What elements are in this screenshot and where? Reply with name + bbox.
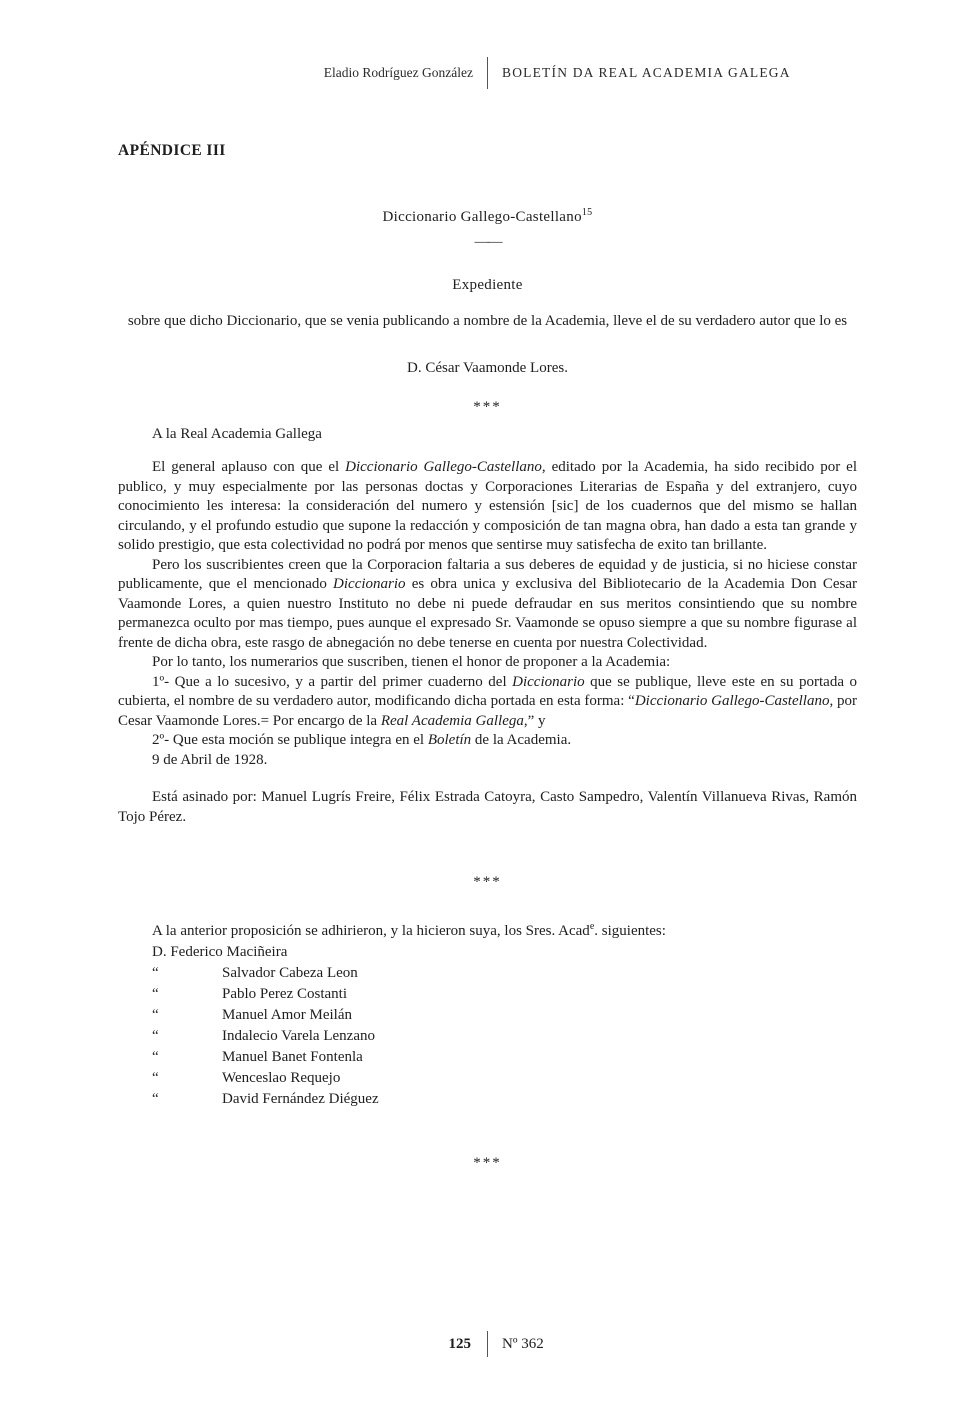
text-segment: es obra unica y exclusiva del Bibliotecario de la Academia Don Cesar Vaamonde Lores, a quien nuestro Instituto no debe ni puede defraudar en sus meritos consintiendo que su nombre permanezca oculto por mas tiempo, pues aunque el expresado Sr. Vaamonde se opuso siempre a que su nombre figurase al frente de dicha obra, este rasgo de abnegación no debe tenerse en cuenta por nuestra Colectividad. <box>118 576 857 651</box>
ditto-mark: “ <box>152 1070 159 1086</box>
ditto-mark: “ <box>152 1049 159 1065</box>
italic-segment: Diccionario <box>512 673 585 690</box>
italic-segment: Real Academia Gallega <box>380 712 524 729</box>
text-segment: A la anterior proposición se adhirieron, y la hicieron suya, los Sres. Acad <box>152 923 590 939</box>
text-segment: de la Academia. <box>471 732 572 748</box>
footer-issue-number: Nº 362 <box>502 1335 544 1352</box>
paragraph-signatories: Está asinado por: Manuel Lugrís Freire, Félix Estrada Catoyra, Casto Sampedro, Valentín Villanueva Rivas, Ramón Tojo Pérez. <box>118 789 857 825</box>
paragraph-point-2 <box>118 731 857 751</box>
page-footer <box>0 1329 975 1359</box>
text-segment: , por Cesar Vaamonde Lores.= Por encargo de la <box>118 693 857 729</box>
paragraph-suscribientes <box>118 556 857 654</box>
document-subtitle: sobre que dicho Diccionario, que se venia publicando a nombre de la Academia, lleve el de su verdadero autor que lo es <box>127 313 848 329</box>
ditto-mark: “ <box>152 1091 159 1107</box>
document-title-text: Diccionario Gallego-Castellano <box>382 209 582 225</box>
ditto-mark: “ <box>152 986 159 1002</box>
list-item <box>118 1005 857 1026</box>
text-segment: que se publique, lleve este en su portada o cubierta, el nombre de su verdadero autor, modificando dicha portada en esta forma: “ <box>118 673 857 709</box>
date-line: 9 de Abril de 1928. <box>152 751 268 768</box>
adherent-name: Indalecio Varela Lenzano <box>222 1028 375 1044</box>
superscript-segment: e <box>589 921 595 932</box>
running-head <box>0 56 975 90</box>
list-item <box>118 1068 857 1089</box>
asterisk-separator: *** <box>473 399 502 415</box>
text-segment: El general aplauso con que el <box>152 459 346 475</box>
paragraph-general-applause <box>118 458 857 556</box>
expediente-heading: Expediente <box>452 277 523 293</box>
adhesion-intro <box>118 921 857 942</box>
footer-page-number: 125 <box>448 1335 471 1352</box>
asterisk-separator: *** <box>473 874 502 890</box>
text-segment: 2º- Que esta moción se publique integra en el <box>152 732 428 748</box>
list-item <box>118 963 857 984</box>
adherent-name: Pablo Perez Costanti <box>222 986 347 1002</box>
text-segment: ,” y <box>523 712 546 729</box>
author-name-line: D. César Vaamonde Lores. <box>407 360 568 376</box>
list-item <box>118 1089 857 1110</box>
salutation-line: A la Real Academia Gallega <box>152 426 322 442</box>
adherent-name: Wenceslao Requejo <box>222 1070 341 1086</box>
ditto-mark: “ <box>152 1028 159 1044</box>
adherent-name: Manuel Banet Fontenla <box>222 1049 363 1065</box>
appendix-heading: APÉNDICE III <box>118 142 226 159</box>
list-item <box>118 984 857 1005</box>
text-segment: , editado por la Academia, ha sido recibido por el publico, y muy especialmente por las personas doctas y Corporaciones Literarias de España y del extranjero, cuyo conocimiento les interesa: la consideración del numero y estensión [sic] de los cuadernos que del mismo se hallan circulando, y el profundo estudio que supone la redacción y composición de tan magna obra, han dado a esta tan grande y solido prestigio, que esta colectividad no podrá por menos que sentirse muy satisfecha de exito tan brillante. <box>118 459 857 553</box>
running-head-journal: BOLETÍN DA REAL ACADEMIA GALEGA <box>502 65 791 80</box>
adherent-name: David Fernández Diéguez <box>222 1091 379 1107</box>
text-segment: . siguientes: <box>594 923 666 939</box>
separator-rule: —— <box>474 234 501 250</box>
italic-segment: Boletín <box>427 732 472 748</box>
text-segment: 1º- Que a lo sucesivo, y a partir del primer cuaderno del <box>152 673 513 690</box>
ditto-mark: “ <box>152 965 159 981</box>
paragraph-por-lo-tanto: Por lo tanto, los numerarios que suscriben, tienen el honor de proponer a la Academia: <box>152 654 671 670</box>
adherent-name: Salvador Cabeza Leon <box>222 965 358 981</box>
adherent-name: Manuel Amor Meilán <box>222 1007 352 1023</box>
ditto-mark: “ <box>152 1007 159 1023</box>
text-segment: Pero los suscribientes creen que la Corporacion faltaria a sus deberes de equidad y de justicia, si no hiciese constar publicamente, que el mencionado <box>118 556 857 592</box>
running-head-author: Eladio Rodríguez González <box>323 65 473 80</box>
italic-segment: Diccionario Gallego-Castellano <box>634 693 830 709</box>
paragraph-point-1 <box>118 673 857 732</box>
list-item <box>118 1026 857 1047</box>
document-title <box>118 207 857 227</box>
italic-segment: Diccionario Gallego-Castellano <box>345 459 542 475</box>
list-item <box>118 1047 857 1068</box>
asterisk-separator: *** <box>473 1155 502 1171</box>
italic-segment: Diccionario <box>333 576 406 592</box>
footnote-reference: 15 <box>581 207 593 218</box>
adherent-name: D. Federico Maciñeira <box>152 944 288 960</box>
